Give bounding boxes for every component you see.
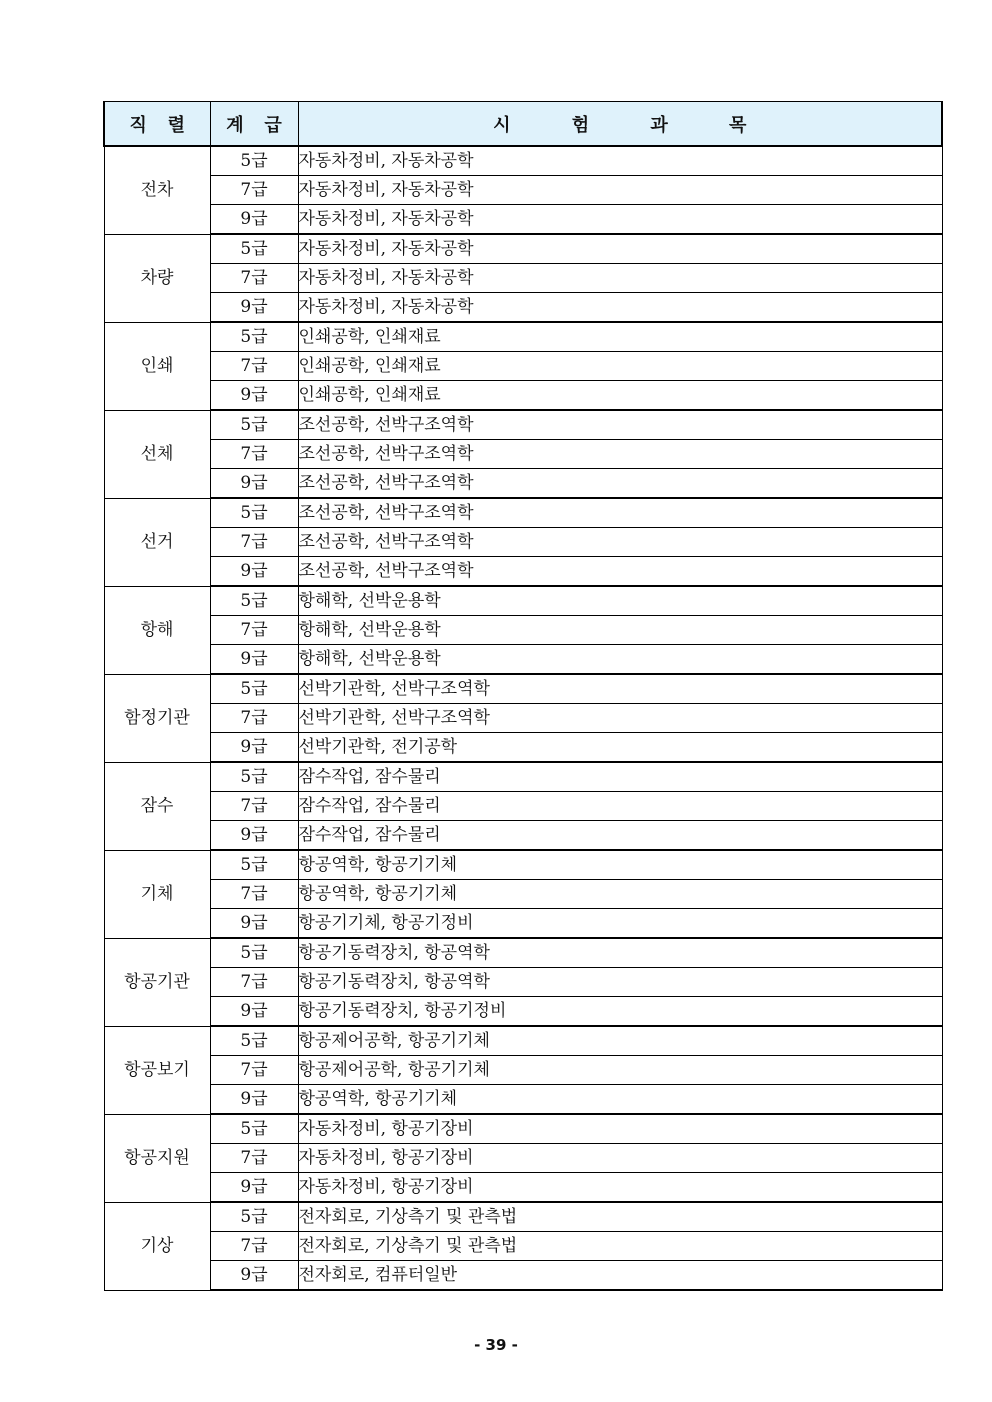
job-category-cell: 기체 [104,850,210,938]
subjects-cell: 항공제어공학, 항공기기체 [298,1056,942,1085]
subjects-cell: 잠수작업, 잠수물리 [298,762,942,792]
subjects-cell: 자동차정비, 자동차공학 [298,293,942,323]
subjects-cell: 항해학, 선박운용학 [298,616,942,645]
grade-cell: 5급 [210,410,298,440]
table-row [104,792,942,821]
table-row [104,704,942,733]
table-row [104,674,942,704]
subjects-cell: 선박기관학, 선박구조역학 [298,674,942,704]
grade-cell: 7급 [210,264,298,293]
table-row [104,586,942,616]
subjects-cell: 조선공학, 선박구조역학 [298,557,942,587]
job-category-cell: 항공보기 [104,1026,210,1114]
table-row [104,1261,942,1291]
subjects-cell: 전자회로, 기상측기 및 관측법 [298,1202,942,1232]
table-row [104,880,942,909]
job-category-cell: 전차 [104,146,210,234]
job-category-cell: 잠수 [104,762,210,850]
table-row [104,205,942,235]
table-row [104,352,942,381]
table-row [104,997,942,1027]
grade-cell: 7급 [210,880,298,909]
subjects-cell: 항해학, 선박운용학 [298,645,942,675]
grade-cell: 5급 [210,1026,298,1056]
grade-cell: 7급 [210,792,298,821]
job-category-cell: 인쇄 [104,322,210,410]
subjects-cell: 자동차정비, 자동차공학 [298,176,942,205]
job-category-cell: 함정기관 [104,674,210,762]
subjects-cell: 선박기관학, 전기공학 [298,733,942,763]
table-row [104,410,942,440]
table-row [104,1202,942,1232]
subjects-cell: 항공역학, 항공기기체 [298,1085,942,1115]
subjects-cell: 자동차정비, 자동차공학 [298,146,942,176]
subjects-cell: 인쇄공학, 인쇄재료 [298,352,942,381]
grade-cell: 5급 [210,322,298,352]
grade-cell: 9급 [210,1085,298,1115]
exam-subjects-table [103,101,943,1291]
table-row [104,322,942,352]
grade-cell: 5급 [210,850,298,880]
table-row [104,469,942,499]
table-row [104,1144,942,1173]
grade-cell: 5급 [210,234,298,264]
grade-cell: 7급 [210,704,298,733]
table-row [104,733,942,763]
header-subjects: 시 험 과 목 [298,102,942,147]
job-category-cell: 항공지원 [104,1114,210,1202]
grade-cell: 5급 [210,1114,298,1144]
grade-cell: 5급 [210,762,298,792]
job-category-cell: 차량 [104,234,210,322]
subjects-cell: 잠수작업, 잠수물리 [298,792,942,821]
table-row [104,440,942,469]
grade-cell: 9급 [210,733,298,763]
grade-cell: 9급 [210,821,298,851]
header-job: 직 렬 [104,102,210,147]
job-category-cell: 항해 [104,586,210,674]
grade-cell: 5급 [210,146,298,176]
subjects-cell: 인쇄공학, 인쇄재료 [298,381,942,411]
table-row [104,234,942,264]
subjects-cell: 잠수작업, 잠수물리 [298,821,942,851]
grade-cell: 7급 [210,616,298,645]
grade-cell: 5급 [210,586,298,616]
table-row [104,528,942,557]
table-row [104,1026,942,1056]
table-row [104,821,942,851]
subjects-cell: 자동차정비, 항공기장비 [298,1173,942,1203]
grade-cell: 7급 [210,1056,298,1085]
subjects-cell: 항공제어공학, 항공기기체 [298,1026,942,1056]
subjects-cell: 조선공학, 선박구조역학 [298,528,942,557]
subjects-cell: 자동차정비, 항공기장비 [298,1144,942,1173]
subjects-cell: 인쇄공학, 인쇄재료 [298,322,942,352]
table-row [104,1114,942,1144]
subjects-cell: 자동차정비, 자동차공학 [298,205,942,235]
grade-cell: 9급 [210,557,298,587]
grade-cell: 9급 [210,381,298,411]
table-row [104,176,942,205]
grade-cell: 5급 [210,674,298,704]
table-row [104,498,942,528]
table-row [104,1056,942,1085]
grade-cell: 7급 [210,528,298,557]
table-row [104,850,942,880]
job-category-cell: 기상 [104,1202,210,1290]
table-row [104,938,942,968]
subjects-cell: 조선공학, 선박구조역학 [298,498,942,528]
table-row [104,762,942,792]
grade-cell: 5급 [210,938,298,968]
subjects-cell: 자동차정비, 자동차공학 [298,234,942,264]
subjects-cell: 자동차정비, 항공기장비 [298,1114,942,1144]
grade-cell: 7급 [210,968,298,997]
grade-cell: 9급 [210,645,298,675]
job-category-cell: 항공기관 [104,938,210,1026]
header-row [104,102,942,147]
grade-cell: 5급 [210,498,298,528]
table-row [104,381,942,411]
job-category-cell: 선거 [104,498,210,586]
grade-cell: 7급 [210,1232,298,1261]
grade-cell: 9급 [210,469,298,499]
table-body [104,146,942,1290]
page-number: - 39 - [474,1336,518,1354]
table-row [104,645,942,675]
table-row [104,968,942,997]
subjects-cell: 조선공학, 선박구조역학 [298,469,942,499]
table-row [104,557,942,587]
table-row [104,1173,942,1203]
subjects-cell: 항공기동력장치, 항공기정비 [298,997,942,1027]
table-row [104,909,942,939]
table-row [104,293,942,323]
subjects-cell: 항해학, 선박운용학 [298,586,942,616]
grade-cell: 9급 [210,293,298,323]
table-header [104,102,942,147]
subjects-cell: 항공기동력장치, 항공역학 [298,968,942,997]
subjects-cell: 항공역학, 항공기기체 [298,850,942,880]
grade-cell: 9급 [210,997,298,1027]
table-row [104,264,942,293]
grade-cell: 9급 [210,1173,298,1203]
subjects-cell: 항공역학, 항공기기체 [298,880,942,909]
grade-cell: 9급 [210,1261,298,1291]
subjects-cell: 항공기기체, 항공기정비 [298,909,942,939]
subjects-cell: 항공기동력장치, 항공역학 [298,938,942,968]
subjects-cell: 조선공학, 선박구조역학 [298,440,942,469]
job-category-cell: 선체 [104,410,210,498]
subjects-cell: 전자회로, 컴퓨터일반 [298,1261,942,1291]
grade-cell: 9급 [210,205,298,235]
grade-cell: 7급 [210,352,298,381]
header-grade: 계 급 [210,102,298,147]
subjects-cell: 선박기관학, 선박구조역학 [298,704,942,733]
subjects-cell: 전자회로, 기상측기 및 관측법 [298,1232,942,1261]
grade-cell: 7급 [210,176,298,205]
table-row [104,146,942,176]
table-row [104,616,942,645]
table-row [104,1085,942,1115]
grade-cell: 5급 [210,1202,298,1232]
subjects-cell: 자동차정비, 자동차공학 [298,264,942,293]
grade-cell: 7급 [210,440,298,469]
table-row [104,1232,942,1261]
grade-cell: 9급 [210,909,298,939]
subjects-cell: 조선공학, 선박구조역학 [298,410,942,440]
grade-cell: 7급 [210,1144,298,1173]
